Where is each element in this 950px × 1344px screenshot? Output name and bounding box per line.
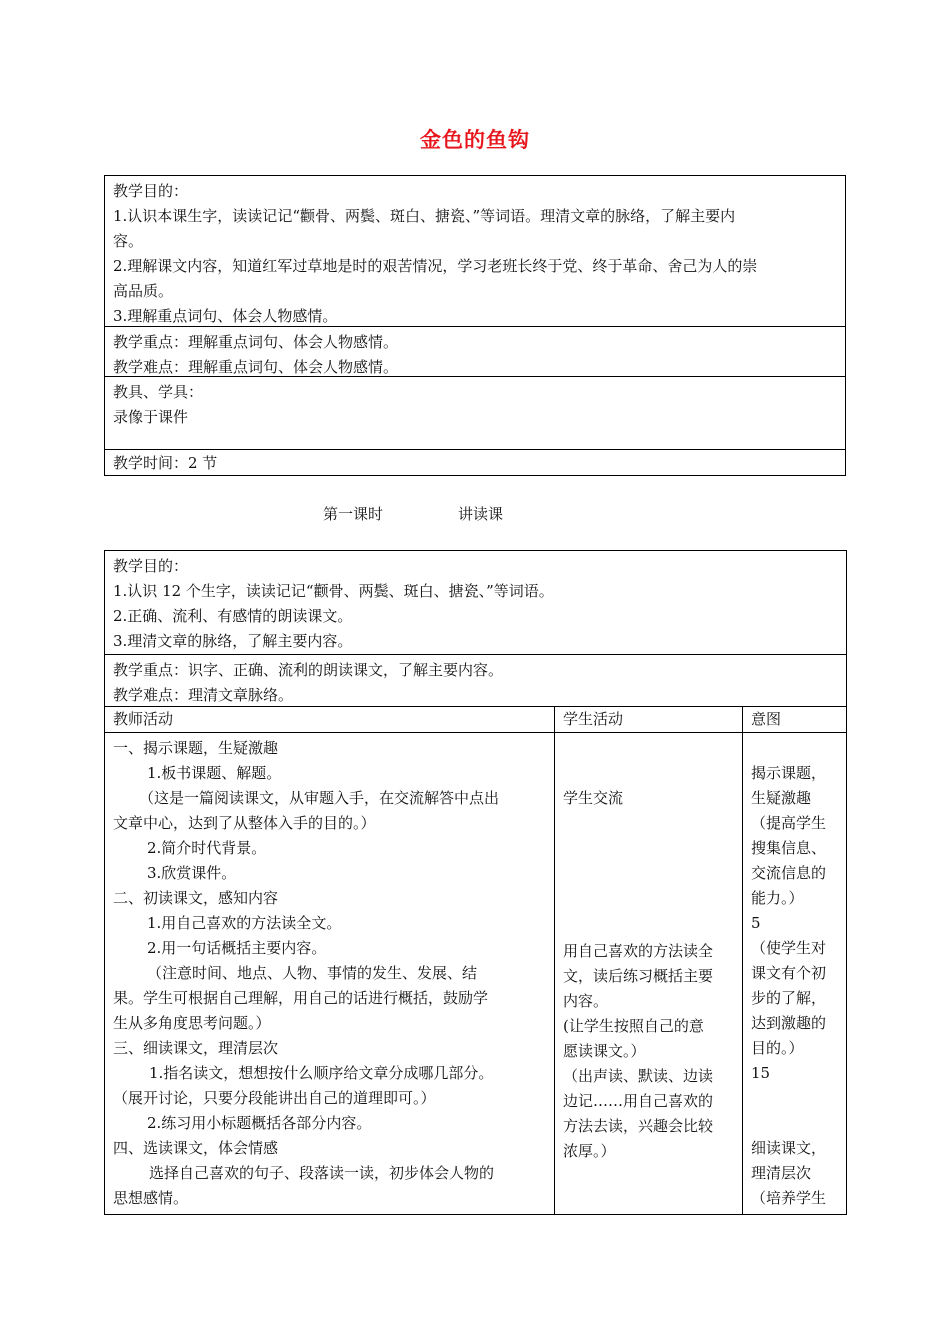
intent-cell bbox=[743, 733, 846, 1214]
teacher-line: 选择自己喜欢的句子、段落读一读，初步体会人物的 bbox=[149, 1164, 495, 1182]
header-teacher: 教师活动 bbox=[105, 707, 555, 732]
header-intent: 意图 bbox=[751, 710, 782, 728]
overview-table bbox=[104, 175, 846, 476]
intent-line: 目的。） bbox=[751, 1039, 804, 1057]
intent-line: 课文有个初 bbox=[751, 964, 827, 982]
goal-line: 高品质。 bbox=[113, 282, 174, 300]
intent-line: （使学生对 bbox=[751, 939, 827, 957]
goal-line: 容。 bbox=[113, 232, 144, 250]
lesson-key-cell bbox=[105, 655, 846, 707]
goals-heading: 教学目的： bbox=[113, 182, 189, 200]
teacher-line: （注意时间、地点、人物、事情的发生、发展、结 bbox=[147, 964, 478, 982]
teacher-line: 生从多角度思考问题。） bbox=[113, 1014, 271, 1032]
teacher-line: 四、选读课文，体会情感 bbox=[113, 1139, 279, 1157]
student-line: 浓厚。） bbox=[563, 1142, 616, 1160]
intent-line: 揭示课题， bbox=[751, 764, 827, 782]
teacher-line: 1.用自己喜欢的方法读全文。 bbox=[147, 914, 342, 932]
teacher-line: 思想感情。 bbox=[113, 1189, 189, 1207]
overview-tools-cell bbox=[105, 377, 845, 450]
intent-line: 生疑激趣 bbox=[751, 789, 812, 807]
overview-time-cell bbox=[105, 450, 845, 475]
intent-line: 交流信息的 bbox=[751, 864, 827, 882]
teacher-line: 2.简介时代背景。 bbox=[147, 839, 267, 857]
overview-goals-cell bbox=[105, 176, 845, 327]
teacher-line: 1.板书课题、解题。 bbox=[147, 764, 282, 782]
goal-line: 2.理解课文内容，知道红军过草地是时的艰苦情况，学习老班长终于党、终于革命、舍己为人的崇 bbox=[113, 257, 758, 275]
teacher-line: 二、初读课文，感知内容 bbox=[113, 889, 279, 907]
difficult-point: 教学难点：理清文章脉络。 bbox=[113, 686, 294, 704]
teacher-line: （这是一篇阅读课文，从审题入手，在交流解答中点出 bbox=[139, 789, 500, 807]
lesson-heading bbox=[323, 503, 503, 525]
intent-line: （提高学生 bbox=[751, 814, 827, 832]
teacher-line: 果。学生可根据自己理解，用自己的话进行概括，鼓励学 bbox=[113, 989, 489, 1007]
student-line: 学生交流 bbox=[563, 789, 624, 807]
teaching-time: 教学时间：2 节 bbox=[113, 454, 218, 472]
teacher-line: 2.用一句话概括主要内容。 bbox=[147, 939, 327, 957]
teacher-line: 三、细读课文，理清层次 bbox=[113, 1039, 279, 1057]
intent-line: （培养学生 bbox=[751, 1189, 827, 1207]
intent-line: 能力。） bbox=[751, 889, 804, 907]
intent-line: 理清层次 bbox=[751, 1164, 812, 1182]
goal-line: 3.理清文章的脉络，了解主要内容。 bbox=[113, 632, 353, 650]
student-line: 用自己喜欢的方法读全 bbox=[563, 942, 714, 960]
goal-line: 1.认识 12 个生字，读读记记“颧骨、两鬓、斑白、搪瓷、”等词语。 bbox=[113, 582, 554, 600]
tools-heading: 教具、学具： bbox=[113, 383, 204, 401]
difficult-point: 教学难点：理解重点词句、体会人物感情。 bbox=[113, 358, 399, 376]
key-point: 教学重点：理解重点词句、体会人物感情。 bbox=[113, 333, 399, 351]
student-line: 边记……用自己喜欢的 bbox=[563, 1092, 714, 1110]
intent-line: 搜集信息、 bbox=[751, 839, 827, 857]
student-line: （出声读、默读、边读 bbox=[563, 1067, 714, 1085]
tools-text: 录像于课件 bbox=[113, 408, 189, 426]
student-line: 方法去读，兴趣会比较 bbox=[563, 1117, 714, 1135]
lesson-type: 讲读课 bbox=[458, 505, 504, 523]
goal-line: 2.正确、流利、有感情的朗读课文。 bbox=[113, 607, 353, 625]
document-title: 金色的鱼钩 bbox=[420, 128, 530, 152]
student-activity-cell bbox=[555, 733, 743, 1214]
overview-key-cell bbox=[105, 327, 845, 377]
teacher-line: 2.练习用小标题概括各部分内容。 bbox=[147, 1114, 372, 1132]
lesson-name: 第一课时 bbox=[323, 505, 384, 523]
intent-line: 步的了解， bbox=[751, 989, 827, 1007]
intent-line: 15 bbox=[751, 1064, 771, 1082]
intent-line: 达到激趣的 bbox=[751, 1014, 827, 1032]
intent-line: 5 bbox=[751, 914, 761, 932]
teacher-line: 文章中心，达到了从整体入手的目的。） bbox=[113, 814, 376, 832]
activity-header-row bbox=[105, 707, 846, 733]
lesson-goals-cell bbox=[105, 551, 846, 655]
teacher-line: 一、揭示课题，生疑激趣 bbox=[113, 739, 279, 757]
student-line: 愿读课文。） bbox=[563, 1042, 646, 1060]
teacher-activity-cell bbox=[105, 733, 555, 1214]
header-student: 学生活动 bbox=[555, 707, 743, 732]
student-line: (让学生按照自己的意 bbox=[563, 1017, 704, 1035]
teacher-line: 3.欣赏课件。 bbox=[147, 864, 237, 882]
goals-heading: 教学目的： bbox=[113, 557, 189, 575]
teacher-line: 1.指名读文，想想按什么顺序给文章分成哪几部分。 bbox=[149, 1064, 494, 1082]
teacher-line: （展开讨论，只要分段能讲出自己的道理即可。） bbox=[113, 1089, 436, 1107]
goal-line: 3.理解重点词句、体会人物感情。 bbox=[113, 307, 338, 325]
intent-line: 细读课文， bbox=[751, 1139, 827, 1157]
activity-body-row bbox=[105, 733, 846, 1214]
goal-line: 1.认识本课生字，读读记记“颧骨、两鬓、斑白、搪瓷、”等词语。理清文章的脉络，了解主要内 bbox=[113, 207, 736, 225]
student-line: 内容。 bbox=[563, 992, 609, 1010]
key-point: 教学重点：识字、正确、流利的朗读课文，了解主要内容。 bbox=[113, 661, 504, 679]
lesson-table bbox=[104, 550, 847, 1215]
student-line: 文，读后练习概括主要 bbox=[563, 967, 714, 985]
